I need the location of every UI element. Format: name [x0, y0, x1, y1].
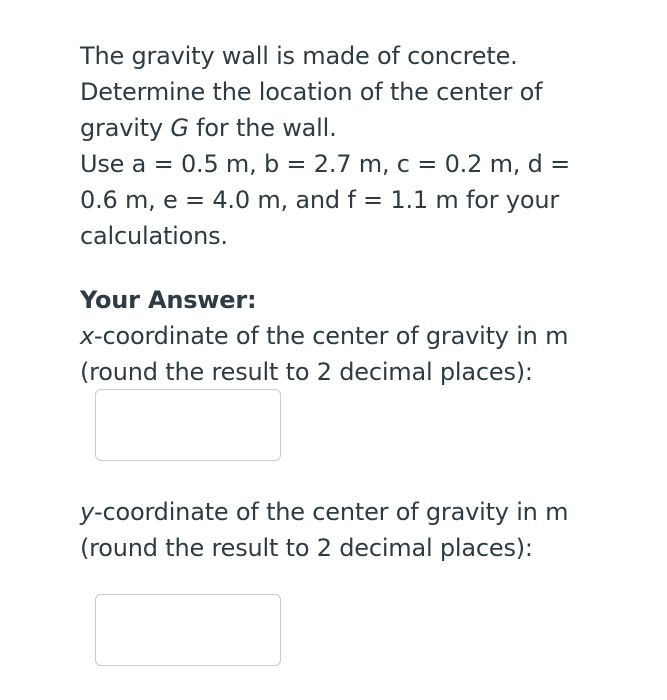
x-coordinate-label-line-1: [80, 318, 640, 354]
question-prompt: [80, 38, 640, 254]
gravity-center-symbol: G: [170, 114, 189, 142]
question-line-3: [80, 110, 640, 146]
question-text: [80, 38, 640, 254]
question-line-1: The gravity wall is made of concrete.: [80, 42, 518, 70]
x-coordinate-rounding-note: (round the result to 2 decimal places):: [80, 358, 533, 386]
your-answer-heading: Your Answer:: [80, 286, 257, 314]
question-line-2: Determine the location of the center of: [80, 78, 543, 106]
question-line-3-suffix: for the wall.: [188, 114, 337, 142]
y-coordinate-label-line-1: [80, 494, 640, 530]
y-variable: y: [80, 498, 95, 526]
y-coordinate-label-text: -coordinate of the center of gravity in m: [94, 498, 569, 526]
given-values-line-1: Use a = 0.5 m, b = 2.7 m, c = 0.2 m, d =: [80, 150, 570, 178]
given-values-line-2: 0.6 m, e = 4.0 m, and f = 1.1 m for your: [80, 186, 559, 214]
x-coordinate-label-text: -coordinate of the center of gravity in m: [94, 322, 569, 350]
given-values-line-3: calculations.: [80, 222, 228, 250]
y-coordinate-input[interactable]: [95, 594, 281, 666]
x-coordinate-input[interactable]: [95, 389, 281, 461]
question-line-3-prefix: gravity: [80, 114, 171, 142]
x-coordinate-label: [80, 318, 640, 390]
x-variable: x: [80, 322, 95, 350]
y-coordinate-rounding-note: (round the result to 2 decimal places):: [80, 534, 533, 562]
y-coordinate-label: [80, 494, 640, 566]
